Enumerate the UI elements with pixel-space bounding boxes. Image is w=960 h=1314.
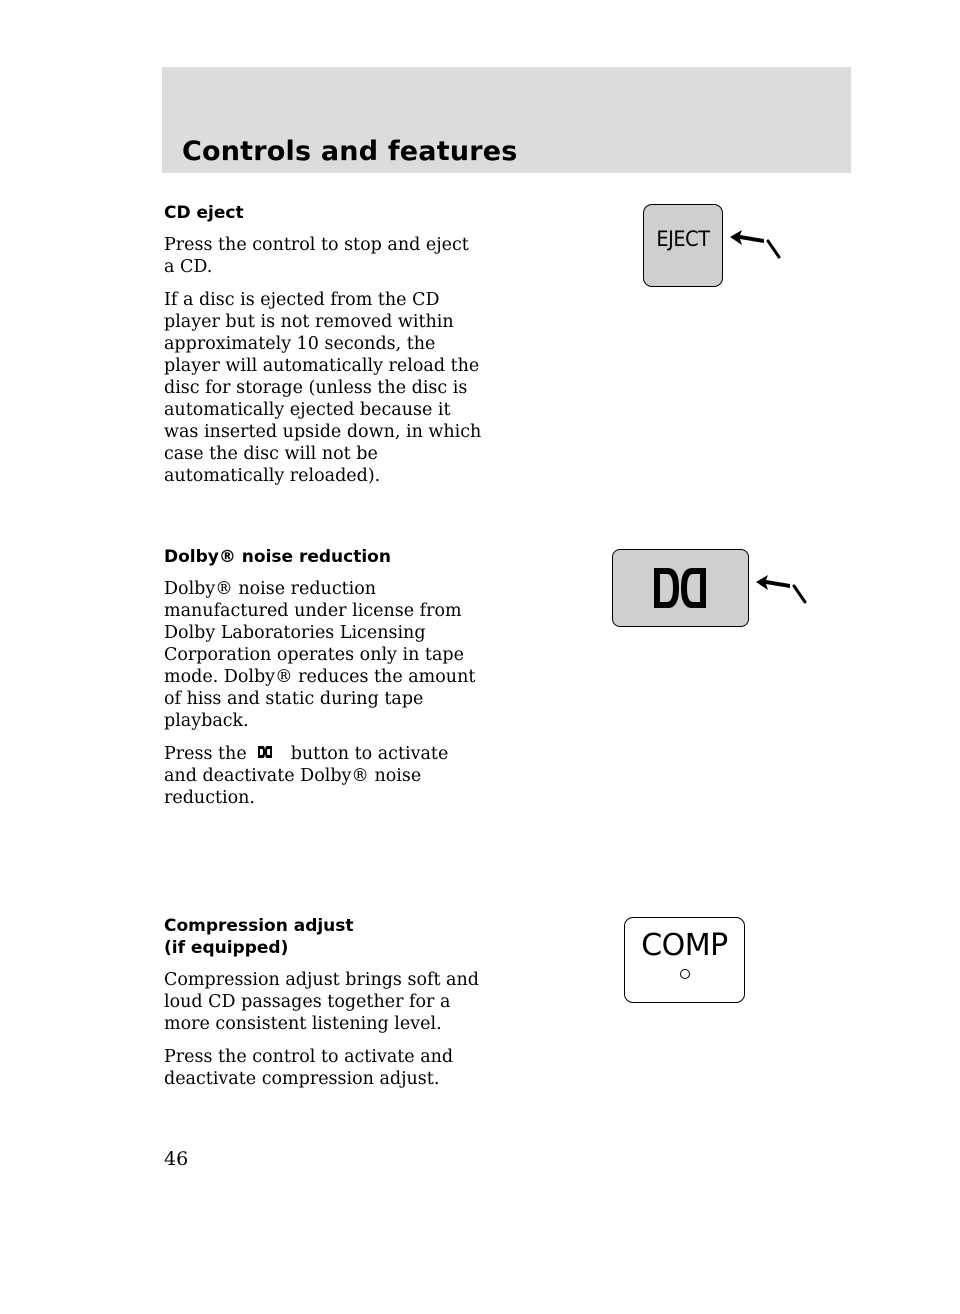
text-line: Press the control to activate and — [164, 1047, 454, 1067]
compression-paragraph-1 — [164, 969, 504, 1035]
eject-button-label: EJECT — [656, 227, 710, 251]
cd-eject-paragraph-2 — [164, 289, 504, 487]
text-line: mode. Dolby® reduces the amount — [164, 667, 476, 687]
section-cd-eject — [164, 202, 504, 498]
text-line: automatically reloaded). — [164, 466, 381, 486]
page-number: 46 — [164, 1148, 189, 1170]
compression-heading — [164, 915, 504, 959]
dolby-symbol-icon — [249, 746, 289, 760]
text-line — [164, 743, 504, 765]
text-line: player but is not removed within — [164, 312, 454, 332]
dolby-heading: Dolby® noise reduction — [164, 547, 391, 567]
text-line: Compression adjust — [164, 916, 354, 936]
page-title: Controls and features — [182, 136, 518, 167]
dolby-button[interactable] — [612, 549, 749, 627]
compression-paragraph-2 — [164, 1046, 504, 1090]
text-line: more consistent listening level. — [164, 1014, 442, 1034]
text-line: Corporation operates only in tape — [164, 645, 464, 665]
text-line: and deactivate Dolby® noise — [164, 766, 422, 786]
eject-button[interactable] — [643, 204, 723, 287]
cd-eject-paragraph-1 — [164, 234, 504, 278]
text-line: player will automatically reload the — [164, 356, 480, 376]
cd-eject-heading: CD eject — [164, 203, 244, 223]
page-header — [162, 67, 851, 173]
text-line: (if equipped) — [164, 938, 289, 958]
text-line: case the disc will not be — [164, 444, 378, 464]
comp-button-label: COMP — [641, 928, 728, 963]
text-fragment: button to activate — [290, 744, 449, 764]
dolby-paragraph-1 — [164, 578, 504, 732]
text-line: Press the control to stop and eject — [164, 235, 469, 255]
text-line: deactivate compression adjust. — [164, 1069, 440, 1089]
dolby-symbol-icon — [654, 568, 706, 608]
section-compression — [164, 915, 504, 1101]
text-line: of hiss and static during tape — [164, 689, 424, 709]
text-line: If a disc is ejected from the CD — [164, 290, 440, 310]
text-line: Dolby® noise reduction — [164, 579, 377, 599]
text-line: Dolby Laboratories Licensing — [164, 623, 426, 643]
text-line: reduction. — [164, 788, 255, 808]
text-fragment: Press the — [164, 744, 247, 764]
dolby-paragraph-2 — [164, 743, 504, 809]
text-line: approximately 10 seconds, the — [164, 334, 436, 354]
text-line: loud CD passages together for a — [164, 992, 451, 1012]
text-line: a CD. — [164, 257, 213, 277]
section-dolby — [164, 546, 504, 820]
text-line: manufactured under license from — [164, 601, 462, 621]
text-line: was inserted upside down, in which — [164, 422, 482, 442]
comp-button[interactable] — [624, 917, 745, 1003]
pointer-arrow-icon — [728, 226, 784, 262]
text-line: Compression adjust brings soft and — [164, 970, 479, 990]
text-line: disc for storage (unless the disc is — [164, 378, 468, 398]
indicator-light-icon — [680, 969, 690, 979]
pointer-arrow-icon — [754, 571, 810, 607]
text-line: automatically ejected because it — [164, 400, 451, 420]
text-line: playback. — [164, 711, 249, 731]
